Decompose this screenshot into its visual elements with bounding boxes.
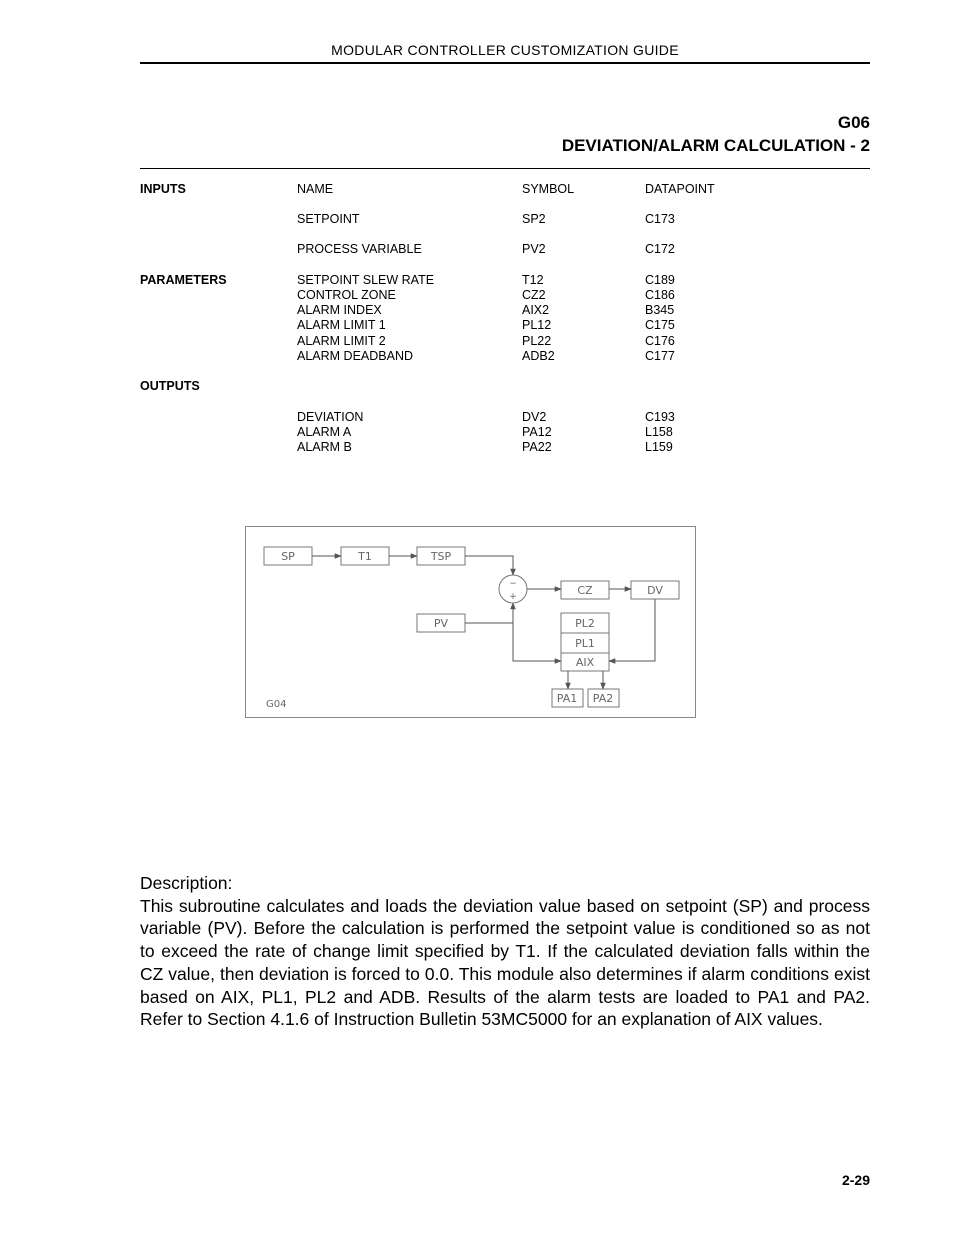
connector-pv-aix [513, 623, 561, 661]
row-symbol: PA22 [522, 440, 552, 454]
block-label-dv: DV [647, 584, 663, 597]
section-label: OUTPUTS [140, 379, 200, 393]
block-label-cz: CZ [577, 584, 593, 597]
block-label-sp: SP [281, 550, 295, 563]
row-symbol: PV2 [522, 242, 546, 256]
column-header-name: NAME [297, 182, 334, 196]
page-number: 2-29 [841, 1172, 870, 1188]
section-label: INPUTS [140, 182, 186, 196]
row-symbol: PL22 [522, 334, 552, 348]
module-code: G06 [837, 113, 870, 132]
row-datapoint: C189 [645, 273, 675, 287]
block-diagram-svg [246, 527, 695, 717]
summer-minus-sign: − [509, 579, 517, 589]
row-symbol: PL12 [522, 318, 552, 332]
row-name: ALARM LIMIT 1 [297, 318, 386, 332]
block-label-pa1: PA1 [556, 692, 578, 705]
row-name: SETPOINT SLEW RATE [297, 273, 435, 287]
block-diagram [245, 526, 696, 718]
block-label-t1: T1 [358, 550, 372, 563]
row-datapoint: C175 [645, 318, 675, 332]
row-datapoint: C193 [645, 410, 675, 424]
section-label: PARAMETERS [140, 273, 227, 287]
row-symbol: DV2 [522, 410, 547, 424]
module-title: DEVIATION/ALARM CALCULATION - 2 [561, 136, 870, 155]
row-symbol: SP2 [522, 212, 546, 226]
block-label-pa2: PA2 [592, 692, 614, 705]
row-datapoint: C177 [645, 349, 675, 363]
row-name: ALARM LIMIT 2 [297, 334, 386, 348]
row-symbol: T12 [522, 273, 544, 287]
row-name: DEVIATION [297, 410, 364, 424]
row-symbol: ADB2 [522, 349, 555, 363]
row-name: ALARM A [297, 425, 352, 439]
row-datapoint: C173 [645, 212, 675, 226]
row-datapoint: B345 [645, 303, 675, 317]
block-label-pv: PV [433, 617, 449, 630]
row-symbol: PA12 [522, 425, 552, 439]
row-name: SETPOINT [297, 212, 360, 226]
row-name: ALARM B [297, 440, 352, 454]
diagram-id-label: G04 [266, 699, 287, 710]
row-name: ALARM DEADBAND [297, 349, 413, 363]
description-heading: Description: [140, 873, 233, 893]
description-text: This subroutine calculates and loads the deviation value based on setpoint (SP) and process variable (PV). Before the calculation is performed the setpoint value is conditioned so as not to exceed the rate of change limit specified by T1. If the calculated deviation falls within the CZ value, then deviation is forced to 0.0. This module also determines if alarm conditions exist based on AIX, PL1, PL2 and ADB. Results of the alarm tests are loaded to PA1 and PA2. Refer to Section 4.1.6 of Instruction Bulletin 53MC5000 for an explanation of AIX values. [140, 895, 870, 1030]
header-rule [140, 62, 870, 64]
block-label-pl2: PL2 [575, 617, 595, 630]
row-symbol: AIX2 [522, 303, 550, 317]
row-name: ALARM INDEX [297, 303, 382, 317]
summer-plus-sign: + [509, 592, 517, 602]
row-name: CONTROL ZONE [297, 288, 396, 302]
description [140, 872, 870, 1031]
row-datapoint: C172 [645, 242, 675, 256]
connector-dv-aix [609, 599, 655, 661]
row-datapoint: L158 [645, 425, 673, 439]
row-symbol: CZ2 [522, 288, 546, 302]
block-label-aix: AIX [575, 656, 595, 669]
row-datapoint: C186 [645, 288, 675, 302]
row-name: PROCESS VARIABLE [297, 242, 422, 256]
running-header: MODULAR CONTROLLER CUSTOMIZATION GUIDE [331, 42, 679, 58]
connector-pv-summer [465, 603, 513, 623]
column-header-symbol: SYMBOL [522, 182, 575, 196]
row-datapoint: C176 [645, 334, 675, 348]
column-header-datapoint: DATAPOINT [645, 182, 715, 196]
row-datapoint: L159 [645, 440, 673, 454]
title-rule [140, 168, 870, 169]
connector-tsp-summer [465, 556, 513, 575]
block-label-tsp: TSP [430, 550, 452, 563]
block-label-pl1: PL1 [575, 637, 595, 650]
